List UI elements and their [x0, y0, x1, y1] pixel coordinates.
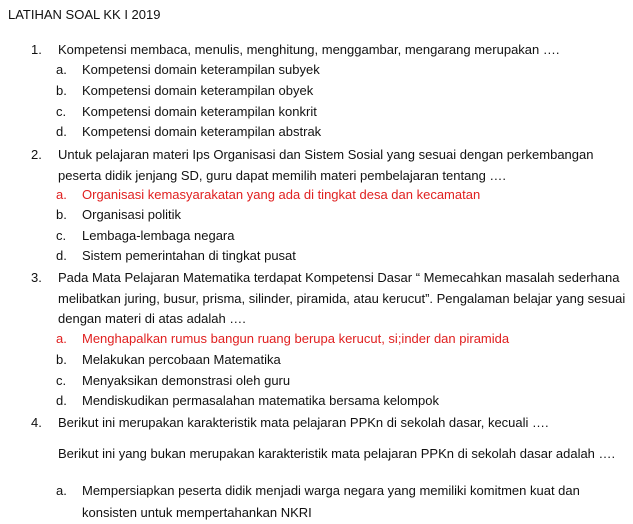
document-title: LATIHAN SOAL KK I 2019	[8, 7, 161, 22]
option-4a	[56, 480, 622, 524]
option-text: Organisasi politik	[82, 207, 181, 222]
option-text: Kompetensi domain keterampilan subyek	[82, 62, 320, 77]
option-letter: d.	[56, 248, 67, 263]
option-1a	[56, 62, 622, 77]
question-number: 1.	[31, 42, 42, 57]
question-number: 2.	[31, 147, 42, 162]
question-2	[31, 145, 628, 186]
question-4-followup: Berikut ini yang bukan merupakan karakteristik mata pelajaran PPKn di sekolah dasar adalah ….	[58, 446, 616, 461]
question-text: Untuk pelajaran materi Ips Organisasi dan Sistem Sosial yang sesuai dengan perkembangan peserta didik jenjang SD, guru dapat memilih materi pembelajaran tentang ….	[58, 147, 594, 183]
option-text: Sistem pemerintahan di tingkat pusat	[82, 248, 296, 263]
question-4	[31, 413, 628, 434]
option-text: Menyaksikan demonstrasi oleh guru	[82, 373, 291, 388]
option-letter: c.	[56, 228, 67, 243]
option-text: Organisasi kemasyarakatan yang ada di tingkat desa dan kecamatan	[82, 187, 481, 202]
question-number: 3.	[31, 270, 42, 285]
option-letter: a.	[56, 187, 67, 202]
question-1	[31, 40, 628, 61]
option-letter: a.	[56, 62, 67, 77]
option-2b	[56, 207, 622, 222]
option-3b	[56, 352, 622, 367]
option-text: Menghapalkan rumus bangun ruang berupa kerucut, si;inder dan piramida	[82, 331, 510, 346]
option-3d	[56, 393, 622, 408]
option-text: Mempersiapkan peserta didik menjadi warga negara yang memiliki komitmen kuat dan konsisten untuk mempertahankan NKRI	[82, 483, 580, 520]
question-text: Berikut ini merupakan karakteristik mata pelajaran PPKn di sekolah dasar, kecuali ….	[58, 415, 549, 430]
option-letter: c.	[56, 373, 67, 388]
option-text: Kompetensi domain keterampilan konkrit	[82, 104, 317, 119]
option-text: Kompetensi domain keterampilan obyek	[82, 83, 314, 98]
option-1c	[56, 104, 622, 119]
question-3	[31, 268, 628, 330]
option-3c	[56, 373, 622, 388]
option-letter: a.	[56, 483, 67, 498]
option-text: Melakukan percobaan Matematika	[82, 352, 281, 367]
option-1b	[56, 83, 622, 98]
option-text: Kompetensi domain keterampilan abstrak	[82, 124, 322, 139]
option-letter: b.	[56, 352, 67, 367]
question-text: Pada Mata Pelajaran Matematika terdapat Kompetensi Dasar “ Memecahkan masalah sederhana melibatkan juring, busur, prisma, silinder, piramida, atau kerucut”. Pengalaman belajar yang sesuai dengan materi di atas adalah ….	[58, 270, 626, 326]
question-number: 4.	[31, 415, 42, 430]
option-2d	[56, 248, 622, 263]
option-1d	[56, 124, 622, 139]
option-text: Lembaga-lembaga negara	[82, 228, 235, 243]
option-3a	[56, 331, 622, 346]
option-2c	[56, 228, 622, 243]
option-2a	[56, 187, 622, 202]
option-letter: a.	[56, 331, 67, 346]
option-letter: c.	[56, 104, 67, 119]
option-letter: b.	[56, 207, 67, 222]
option-letter: d.	[56, 124, 67, 139]
option-letter: d.	[56, 393, 67, 408]
option-text: Mendiskudikan permasalahan matematika bersama kelompok	[82, 393, 439, 408]
option-letter: b.	[56, 83, 67, 98]
question-text: Kompetensi membaca, menulis, menghitung, menggambar, mengarang merupakan ….	[58, 42, 560, 57]
